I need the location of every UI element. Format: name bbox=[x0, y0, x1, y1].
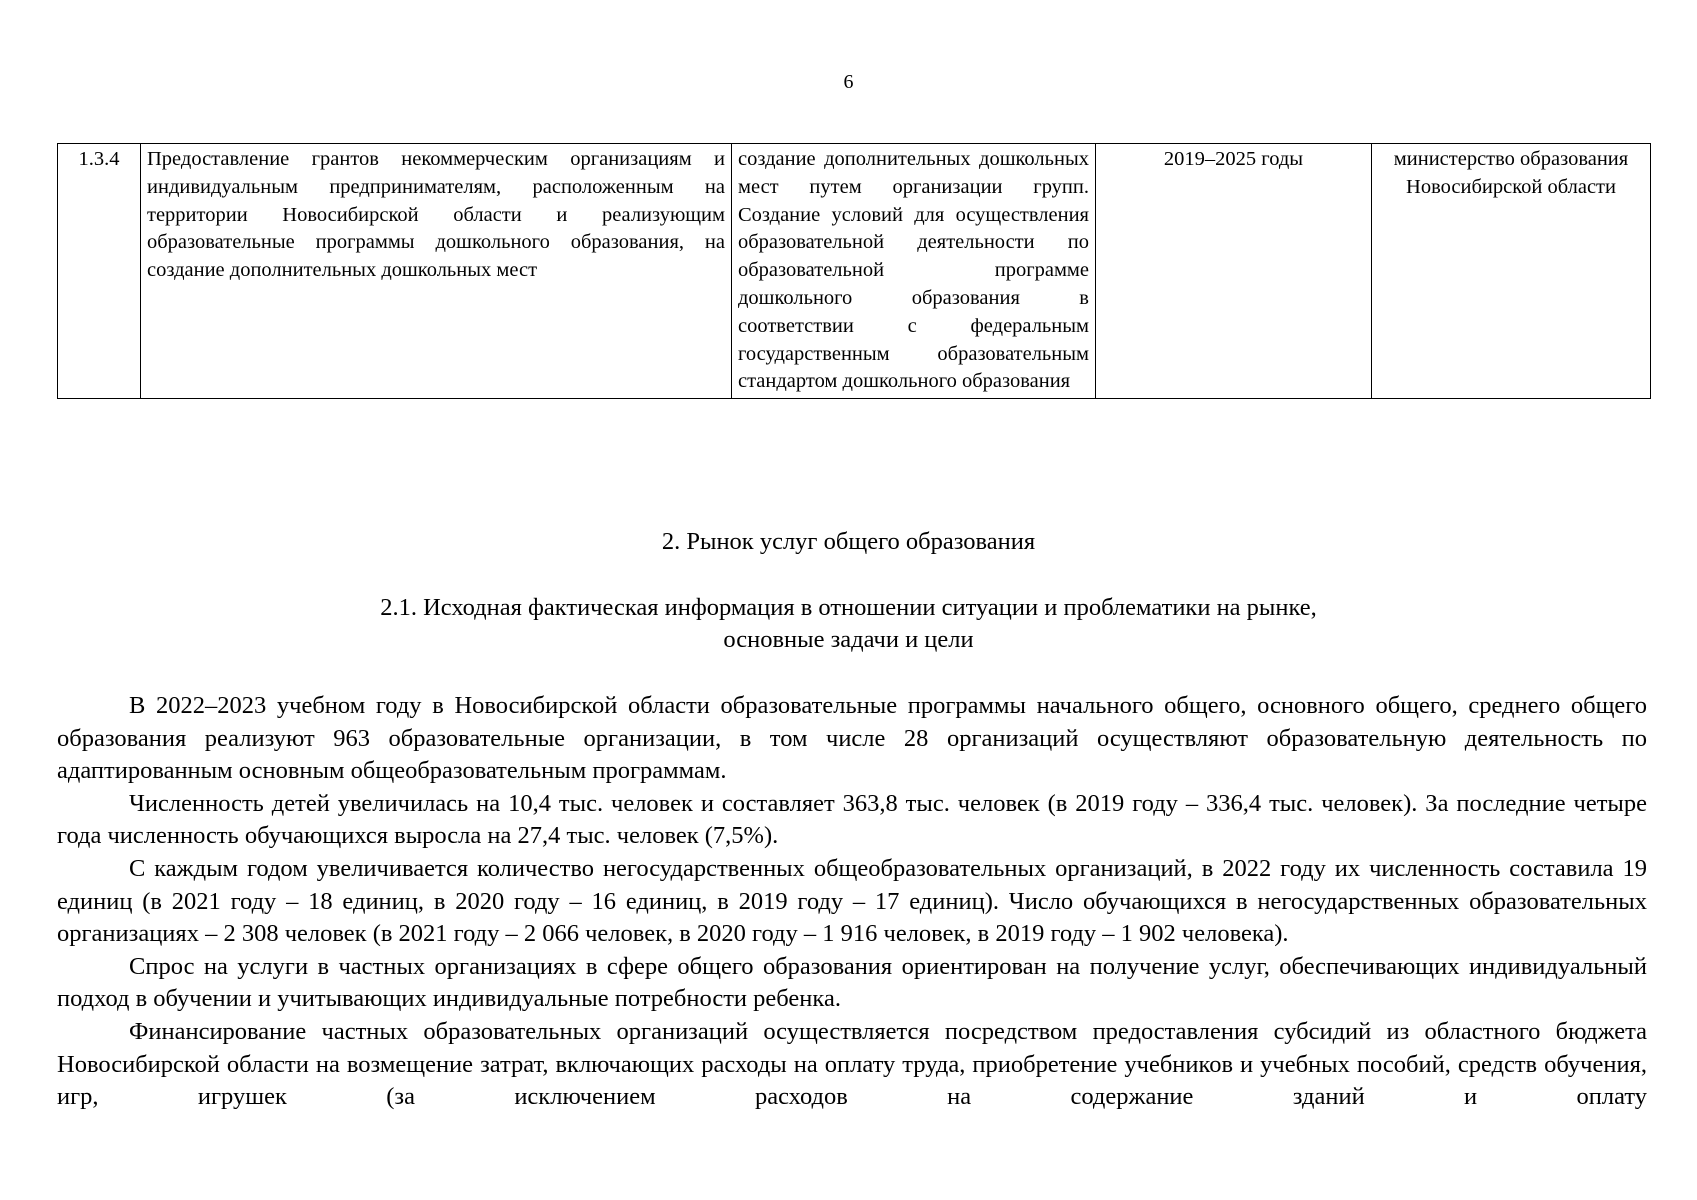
paragraph: Спрос на услуги в частных организациях в сфере общего образования ориентирован на получение услуг, обеспечивающих индивидуальный подход в обучении и учитывающих индивидуальные потребности ребенка. bbox=[57, 952, 1647, 1013]
paragraph: С каждым годом увеличивается количество негосударственных общеобразовательных организаций, в 2022 году их численность составила 19 единиц (в 2021 году – 18 единиц, в 2020 году – 16 единиц, в 2019 году – 17 единиц). Число обучающихся в негосударственных образовательных организациях – 2 308 человек (в 2021 году – 2 066 человек, в 2020 году – 1 916 человек, в 2019 году – 1 902 человека). bbox=[57, 854, 1647, 948]
paragraph: В 2022–2023 учебном году в Новосибирской области образовательные программы начального общего, основного общего, среднего общего образования реализуют 963 образовательные организации, в том числе 28 организаций осуществляют образовательную деятельность по адаптированным основным общеобразовательным программам. bbox=[57, 692, 1647, 785]
subsection-title bbox=[0, 592, 1697, 656]
result-text: создание дополнительных дошкольных мест путем организации групп. Создание условий для осуществления образовательной деятельности по образовательной программе дошкольного образования в соответствии с федеральным государственным образовательным стандартом дошкольного образования bbox=[738, 148, 1089, 393]
period-text: 2019–2025 годы bbox=[1163, 148, 1304, 170]
row-number: 1.3.4 bbox=[78, 148, 120, 170]
responsible-cell bbox=[1372, 144, 1651, 399]
measures-table bbox=[57, 143, 1651, 399]
period-cell bbox=[1096, 144, 1372, 399]
table-row bbox=[58, 144, 1651, 399]
paragraph: Численность детей увеличилась на 10,4 тыс. человек и составляет 363,8 тыс. человек (в 2019 году – 336,4 тыс. человек). За последние четыре года численность обучающихся выросла на 27,4 тыс. человек (7,5%). bbox=[57, 789, 1647, 850]
responsible-text: министерство образования Новосибирской области bbox=[1393, 148, 1629, 198]
result-cell bbox=[732, 144, 1096, 399]
paragraph: Финансирование частных образовательных организаций осуществляется посредством предоставления субсидий из областного бюджета Новосибирской области на возмещение затрат, включающих расходы на оплату труда, приобретение учебников и учебных пособий, средств обучения, игр, игрушек (за исключением расходов на содержание зданий и оплату bbox=[57, 1017, 1647, 1111]
section-title: 2. Рынок услуг общего образования bbox=[661, 528, 1036, 555]
row-number-cell bbox=[58, 144, 141, 399]
body-text bbox=[57, 690, 1647, 1114]
subsection-title-line-1: 2.1. Исходная фактическая информация в отношении ситуации и проблематики на рынке, bbox=[380, 594, 1317, 621]
measure-text: Предоставление грантов некоммерческим организациям и индивидуальным предпринимателям, расположенным на территории Новосибирской области и реализующим образовательные программы дошкольного образования, на создание дополнительных дошкольных мест bbox=[147, 148, 725, 282]
measure-cell bbox=[141, 144, 732, 399]
page-number: 6 bbox=[843, 71, 854, 93]
subsection-title-line-2: основные задачи и цели bbox=[723, 626, 974, 653]
